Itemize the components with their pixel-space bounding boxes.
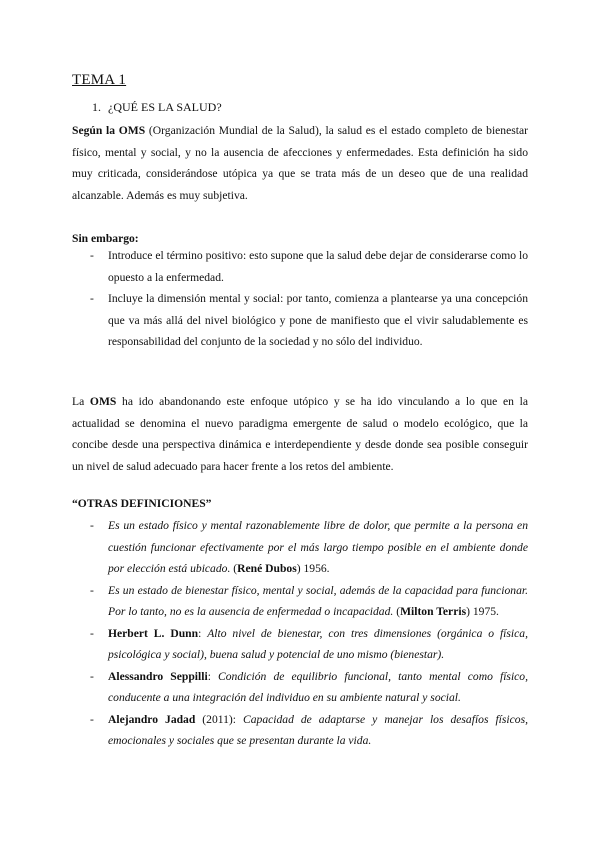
definition-separator: :: [207, 669, 219, 683]
oms-bold: OMS: [89, 395, 117, 408]
definition-text: Es un estado de bienestar físico, mental y social, además de la capacidad para funcionar. Por lo tanto, no es la ausencia de enfermedad o incapacidad.: [108, 583, 528, 618]
definition-text: Es un estado físico y mental razonablemente libre de dolor, que permite a la persona en cuestión funcionar efectivamente por el más largo tiempo posible en el ambiente donde por elección está ubicado.: [108, 519, 528, 575]
otras-definiciones-heading: “OTRAS DEFINICIONES”: [72, 497, 212, 510]
dash-bullet: -: [90, 626, 94, 640]
oms-text: ha ido abandonando este enfoque utópico y se ha ido vinculando a lo que en la actualidad se denomina el nuevo paradigma emergente de salud o modelo ecológico, que la concibe desde una perspectiva dinámica e interdependiente y desde donde sea posible conseguir un nivel de salud adecuado para hacer frente a los retos del ambiente.: [72, 395, 528, 473]
intro-paragraph: [72, 120, 528, 206]
list-item: [90, 245, 528, 288]
definition-text: Capacidad de adaptarse y manejar los desafíos físicos, emocionales y sociales que se presentan durante la vida.: [108, 712, 528, 747]
list-item-text: Incluye la dimensión mental y social: por tanto, comienza a plantearse ya una concepción que va más allá del nivel biológico y pone de manifiesto que el vivir saludablemente es responsabilidad del conjunto de la sociedad y no sólo del individuo.: [108, 292, 528, 348]
dash-bullet: -: [90, 519, 94, 532]
definition-item: [90, 709, 528, 752]
dash-bullet: -: [90, 712, 94, 726]
section-heading: [92, 100, 222, 115]
definition-separator: (2011):: [195, 712, 243, 726]
definition-text: Alto nivel de bienestar, con tres dimensiones (orgánica o física, psicológica y social), buena salud y potencial de uno mismo (bienestar).: [108, 626, 528, 661]
definition-item: [90, 623, 528, 666]
dash-bullet: -: [90, 292, 94, 305]
intro-text: (Organización Mundial de la Salud), la salud es el estado completo de bienestar físico, mental y social, y no la ausencia de afecciones y enfermedades. Esta definición ha sido muy criticada, considerándose utópica ya que se trata más de un deseo que de una realidad alcanzable. Además es muy subjetiva.: [72, 124, 528, 202]
definition-author: Alessandro Seppilli: [108, 669, 208, 683]
definition-author: Milton Terris: [400, 605, 467, 618]
definition-year: 1975.: [469, 605, 499, 618]
definition-item: [90, 666, 528, 709]
oms-pre: La: [72, 395, 90, 408]
definition-author: Herbert L. Dunn: [108, 626, 199, 640]
sin-embargo-list: [90, 245, 528, 353]
sin-embargo-heading: Sin embargo:: [72, 232, 139, 245]
intro-bold: Según la OMS: [72, 124, 146, 137]
definition-year: 1956.: [300, 562, 330, 575]
definition-separator: :: [198, 626, 208, 640]
list-item: [90, 288, 528, 353]
oms-paragraph: [72, 391, 528, 477]
definitions-list: [90, 515, 528, 752]
section-title: ¿QUÉ ES LA SALUD?: [108, 100, 222, 114]
definition-author: René Dubos: [237, 562, 297, 575]
definition-item: - Es un estado de bienestar físico, mental y social, además de la capacidad para funcionar. Por lo tanto, no es la ausencia de enfermedad o incapacidad. (Milton Terris) 1975.: [90, 580, 528, 623]
definition-item: - Es un estado físico y mental razonablemente libre de dolor, que permite a la persona en cuestión funcionar efectivamente por el más largo tiempo posible en el ambiente donde por elección está ubicado. (René Dubos) 1956.: [90, 515, 528, 580]
definition-text: Condición de equilibrio funcional, tanto mental como físico, conducente a una integración del individuo en su ambiente natural y social.: [108, 669, 529, 704]
list-item-text: Introduce el término positivo: esto supone que la salud debe dejar de considerarse como lo opuesto a la enfermedad.: [108, 249, 528, 284]
section-number: 1.: [92, 100, 101, 114]
dash-bullet: -: [90, 249, 94, 262]
dash-bullet: -: [90, 583, 94, 597]
document-title: TEMA 1: [72, 72, 127, 88]
dash-bullet: -: [90, 669, 94, 683]
definition-author: Alejandro Jadad: [108, 712, 196, 726]
